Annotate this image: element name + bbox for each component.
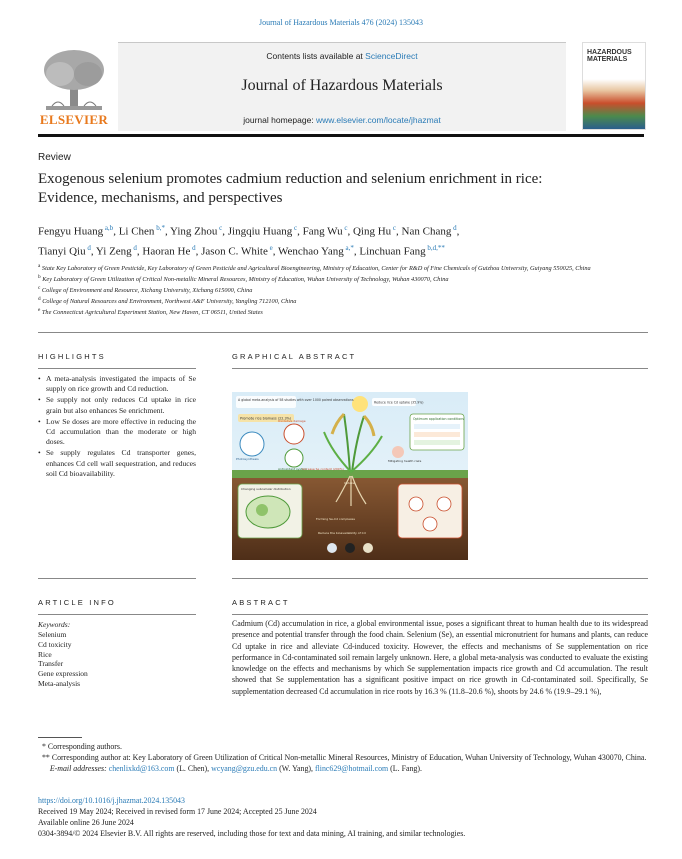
affiliation-marker: b	[38, 274, 41, 281]
author-affiliation-marker[interactable]: c	[391, 224, 397, 232]
keyword-item: Gene expression	[38, 669, 88, 679]
article-type: Review	[38, 152, 71, 163]
homepage-link[interactable]: www.elsevier.com/locate/jhazmat	[316, 115, 441, 125]
author-affiliation-marker[interactable]: c	[217, 224, 223, 232]
ga-label-soil: Reduce the bioavailability of Cd	[318, 531, 366, 535]
footnote-double-star	[38, 752, 648, 763]
journal-name: Journal of Hazardous Materials	[241, 77, 443, 94]
doi-link[interactable]: https://doi.org/10.1016/j.jhazmat.2024.135043	[38, 796, 185, 805]
journal-cover-thumbnail[interactable]	[582, 42, 646, 130]
article-title: Exogenous selenium promotes cadmium reduction and selenium enrichment in rice: Evidence, mechanisms, and perspectives	[38, 171, 543, 206]
email-link[interactable]: chenlixkd@163.com	[108, 764, 175, 774]
keyword-item: Rice	[38, 649, 52, 659]
author-affiliation-marker[interactable]: d	[190, 243, 196, 252]
author-name[interactable]: Qing Hu	[352, 225, 392, 238]
author-name[interactable]: Wenchao Yang	[278, 245, 344, 258]
affiliation-item	[38, 306, 638, 317]
keywords-title: Keywords:	[38, 620, 71, 629]
affiliation-item	[38, 284, 638, 295]
keyword-item: Cd toxicity	[38, 639, 72, 649]
keyword-item: Meta-analysis	[38, 678, 81, 688]
highlight-item: • Se supply not only reduces Cd uptake in rice grain but also enhances Se enrichment.	[38, 395, 196, 415]
divider	[38, 614, 196, 615]
contents-prefix: Contents lists available at	[266, 51, 366, 61]
author-name[interactable]: Jason C. White	[201, 245, 268, 258]
homepage-prefix: journal homepage:	[243, 115, 317, 125]
divider	[38, 368, 196, 369]
graphical-abstract-figure[interactable]	[232, 392, 468, 560]
header-divider	[38, 134, 644, 137]
cover-title: HAZARDOUS MATERIALS	[587, 49, 632, 63]
author-affiliation-marker[interactable]: b,d,**	[425, 243, 445, 252]
email-link[interactable]: flinc629@hotmail.com	[314, 764, 389, 774]
author-affiliation-marker[interactable]: a,b	[103, 224, 114, 232]
affiliation-text: The Connecticut Agricultural Experiment Station, New Haven, CT 06511, United States	[40, 309, 263, 317]
email-link[interactable]: wcyang@gzu.edu.cn	[211, 764, 278, 774]
publication-dates	[38, 807, 465, 839]
affiliation-text: College of Environment and Resource, Xichang University, Xichang 615000, China	[40, 287, 253, 295]
ga-label-conditions: Optimum application conditions	[413, 417, 464, 421]
author-affiliation-marker[interactable]: a,*	[343, 243, 354, 252]
ga-label-cell-wall: Changing subcellular distribution	[241, 487, 291, 491]
affiliation-marker: e	[38, 307, 41, 314]
author-name[interactable]: Ying Zhou	[170, 225, 218, 238]
ga-label-growth: Promote rice biomass (22.3%)	[240, 416, 292, 421]
elsevier-logo	[38, 48, 110, 128]
author-name[interactable]: Li Chen	[118, 225, 155, 238]
author-name[interactable]: Nan Chang	[401, 225, 452, 238]
affiliation-text: Key Laboratory of Green Utilization of Critical Non-metallic Mineral Resources, Ministry of Education, Wuhan University of Technology, Wuhan 430070, China	[40, 276, 449, 284]
author-affiliation-marker[interactable]: d	[131, 243, 137, 252]
keyword-item: Selenium	[38, 630, 67, 639]
ga-label-oxidative: Oxidative damage	[278, 419, 306, 423]
divider	[38, 578, 196, 579]
ga-label-se-grain: Reduce rice Cd uptake (35.9%)	[374, 400, 424, 405]
copyright-line: 0304-3894/© 2024 Elsevier B.V. All rights are reserved, including those for text and data mining, AI training, and similar technologies.	[38, 828, 466, 838]
affiliation-text: College of Natural Resources and Environment, Northwest A&F University, Yangling 712100, China	[40, 298, 297, 306]
received-dates: Received 19 May 2024; Received in revised form 17 June 2024; Accepted 25 June 2024	[38, 807, 317, 816]
email-label: E-mail addresses:	[49, 764, 107, 774]
highlights-heading: HIGHLIGHTS	[38, 352, 106, 361]
abstract-heading: ABSTRACT	[232, 598, 290, 607]
ga-label-uptake: Uptake	[344, 481, 355, 485]
highlights-list	[38, 374, 196, 480]
homepage-line	[118, 115, 566, 125]
author-affiliation-marker[interactable]: d	[451, 224, 457, 232]
online-date: Available online 26 June 2024	[38, 817, 134, 827]
divider	[232, 368, 648, 369]
affiliation-item	[38, 262, 638, 273]
author-name[interactable]: Yi Zeng	[95, 245, 132, 258]
ga-label-health: Mitigating health risks	[388, 459, 422, 463]
author-list	[38, 220, 638, 259]
author-name[interactable]: Haoran He	[142, 245, 191, 258]
affiliation-marker: d	[38, 296, 41, 303]
affiliation-item	[38, 273, 638, 284]
sciencedirect-link[interactable]: ScienceDirect	[365, 51, 418, 61]
author-line-1: Fengyu Huang $^{a,b}$, Li Chen $^{b,*}$, Ying Zhou $^c$, Jingqiu Huang $^c$, Fang Wu $^c$, Qing Hu $^c$, Nan Chang $^d$,	[38, 224, 460, 238]
affiliation-item	[38, 295, 638, 306]
journal-reference[interactable]: Journal of Hazardous Materials 476 (2024) 135043	[259, 18, 423, 27]
author-affiliation-marker[interactable]: b,*	[154, 224, 165, 232]
author-line-2: Tianyi Qiu $^d$, Yi Zeng $^d$, Haoran He $^d$, Jason C. White $^e$, Wenchao Yang $^{a,*}$, Linchuan Fang $^{b,d,**}$	[38, 243, 445, 258]
affiliation-marker: a	[38, 263, 41, 269]
author-affiliation-marker[interactable]: c	[292, 224, 298, 232]
author-affiliation-marker[interactable]: d	[85, 243, 91, 252]
author-name[interactable]: Fengyu Huang	[38, 225, 104, 238]
author-affiliation-marker[interactable]: e	[267, 243, 273, 252]
ga-label-antioxidant: Antioxidant system	[278, 467, 307, 471]
journal-banner	[38, 40, 644, 132]
ga-label-complex: Forming Se-Cd complexes	[316, 517, 355, 521]
email-owner: (L. Chen),	[174, 764, 212, 774]
article-info-heading: ARTICLE INFO	[38, 598, 116, 607]
tree-icon	[38, 48, 110, 114]
email-owner: (W. Yang),	[277, 764, 315, 774]
abstract-text: Cadmium (Cd) accumulation in rice, a global environmental issue, poses a significant threat to human health due to its widespread presence and potential transfer through the food chain. Selenium (Se), an essential micronutrient for humans and plants, can reduce Cd uptake in rice and alleviate Cd-induced toxicity. However, the effects and mechanisms of Se supplementation on rice performance in Cd-contaminated soil remain largely unknown. Here, a global meta-analysis was conducted to evaluate the existing knowledge on the effects and mechanisms by which Se supplementation impacts rice growth and Cd accumulation. The result showed that Se supplementation has a significant positive impact on rice growth in Cd-contaminated soil. Specifically, Se supplementation decreased Cd accumulation in rice roots by 16.3 % (11.8–20.6 %), shoots by 24.6 % (19.9–29.1 %),	[232, 619, 648, 696]
keyword-item: Transfer	[38, 659, 64, 669]
ga-label-meta: A global meta-analysis of 58 studies with over 1000 paired observations	[238, 398, 354, 402]
footnote-double-star-text: ** Corresponding author at: Key Laboratory of Green Utilization of Critical Non-metallic Mineral Resources, Ministry of Education, Wuhan University of Technology, Wuhan 430070, China.	[41, 753, 647, 763]
contents-line	[118, 51, 566, 61]
author-name[interactable]: Linchuan Fang	[359, 245, 426, 258]
highlight-item: • Low Se doses are more effective in reducing the Cd accumulation than the moderate or high doses.	[38, 417, 196, 448]
journal-info-box	[118, 42, 566, 131]
affiliation-text: State Key Laboratory of Green Pesticide, Key Laboratory of Green Pesticide and Agricultural Bioengineering, Ministry of Education, Center for R&D of Fine Chemicals of Guizhou University, Guiyang 550025, China	[40, 265, 591, 273]
email-line	[38, 763, 648, 774]
author-name[interactable]: Fang Wu	[302, 225, 343, 238]
ga-label-photosynthesis: Photosynthesis	[236, 457, 259, 461]
keywords-list	[38, 630, 88, 689]
highlight-item: • A meta-analysis investigated the impacts of Se supply on rice growth and Cd reduction.	[38, 374, 196, 394]
divider	[232, 614, 648, 615]
footnote-star	[38, 741, 648, 752]
elsevier-wordmark: ELSEVIER	[39, 112, 109, 127]
footnote-star-text: * Corresponding authors.	[41, 742, 122, 751]
author-name[interactable]: Jingqiu Huang	[227, 225, 293, 238]
ga-label-increase-se: Increase Se content (299%)	[302, 467, 344, 471]
author-name[interactable]: Tianyi Qiu	[38, 245, 86, 258]
person-icon	[392, 446, 404, 458]
divider	[232, 578, 648, 579]
highlight-item: • Se supply regulates Cd transporter genes, enhances Cd cell wall sequestration, and reduces soil Cd bioavailability.	[38, 448, 196, 479]
sun-icon	[352, 396, 368, 412]
affiliation-marker: c	[38, 285, 41, 292]
divider	[38, 332, 648, 333]
footnotes	[38, 741, 648, 775]
footnote-divider	[38, 737, 82, 738]
affiliation-list	[38, 262, 638, 317]
email-owner: (L. Fang).	[388, 764, 422, 774]
author-affiliation-marker[interactable]: c	[342, 224, 348, 232]
graphical-abstract-heading: GRAPHICAL ABSTRACT	[232, 352, 357, 361]
